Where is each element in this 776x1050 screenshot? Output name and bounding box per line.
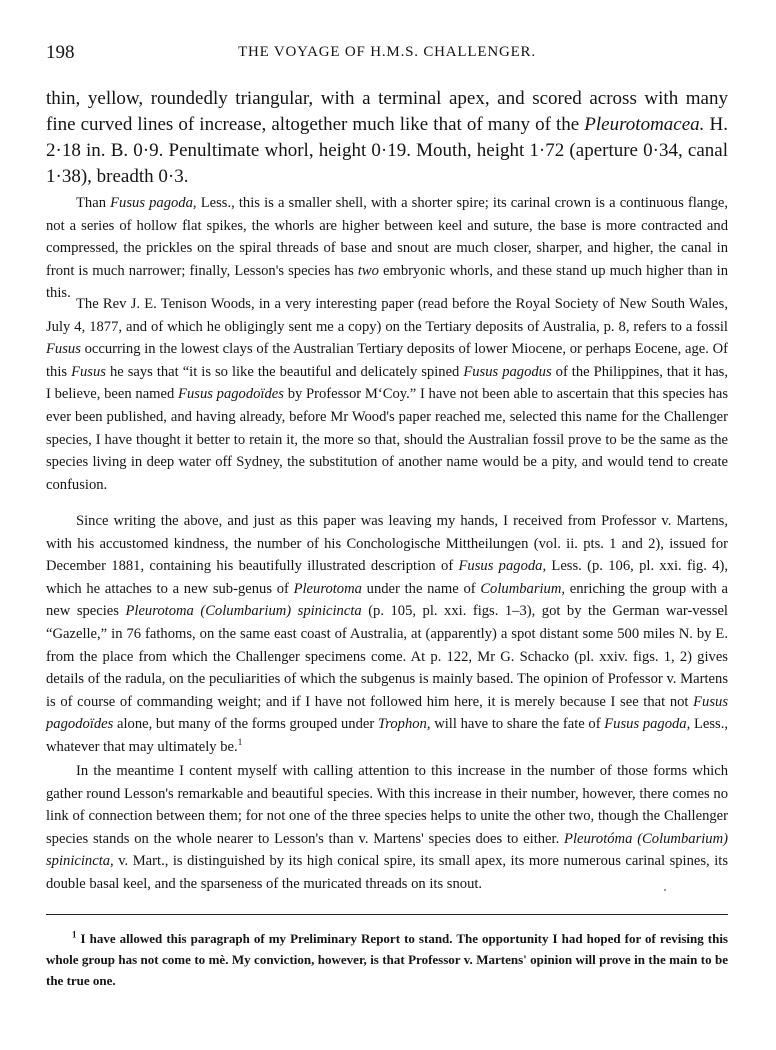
footnote-text: I have allowed this paragraph of my Preliminary Report to stand. The opportunity I had hoped for of revising this whole group has not come to mè. My conviction, however, is that Professor v. Martens' opinion will prove in the main to be the true one. — [46, 931, 728, 988]
footnote-rule — [46, 914, 728, 915]
text-span: under the name of — [361, 580, 481, 597]
emphasis: two — [357, 262, 379, 279]
text-span: Than — [76, 195, 111, 211]
text-span: Since writing the above, and just as this paper was leaving my hands, I received from Professor v. Martens, with his accustomed kindness, the number of his Conchologische Mittheilungen (vol. ii. pts. 1 and 2), issued for December 1881, containing his beautifully illustrated description of — [46, 513, 728, 575]
text-span: Less., whatever that may ultimately be. — [46, 716, 729, 755]
taxon-name: Pleurotomacea. — [584, 114, 705, 135]
paragraph-martens — [46, 510, 728, 759]
taxon-name: Fusus pagodoïdes — [46, 693, 728, 733]
text-span: he says that “it is so like the beautiful and delicately spined — [105, 363, 464, 380]
text-span: Less., this is a smaller shell, with a shorter spire; its carinal crown is a continuous flange, not a series of hollow flat spikes, the whorls are higher between keel and suture, the base is more contracted and compressed, the prickles on the spiral threads of base and snout are much closer, sharper, and higher, the canal in front is much narrower; finally, Lesson's species has — [46, 195, 728, 279]
description-continuation — [46, 86, 728, 190]
taxon-name: Columbarium, — [480, 580, 566, 597]
text-span: will have to share the fate of — [430, 716, 605, 733]
text-span: (p. 105, pl. xxi. figs. 1–3), got by the German war-vessel “Gazelle,” in 76 fathoms, on the same east coast of Australia, at (apparently) a spot distant some 500 miles N. by E. from the place from which the Challenger specimens come. At p. 122, Mr G. Schacko (pl. xxiv. figs. 1, 2) gives details of the radula, on the peculiarities of which the subgenus is mainly based. The opinion of Professor v. Martens is of course of commanding weight; and if I have not followed him here, it is merely because I see that not — [46, 603, 728, 710]
text-span: thin, yellow, roundedly triangular, with a terminal apex, and scored across with many fine curved lines of increase, altogether much like that of many of the — [46, 88, 728, 135]
text-span: Less. (p. 106, pl. xxi. fig. 4), which he attaches to a new sub-genus of — [46, 558, 728, 597]
text-span: embryonic whorls, and these stand up much higher than in this. — [46, 262, 729, 302]
text-span: occurring in the lowest clays of the Australian Tertiary deposits of lower Miocene, or perhaps Eocene, age. Of this — [46, 341, 728, 380]
taxon-name: Fusus pagodus — [463, 363, 552, 380]
paragraph-comparison — [46, 192, 728, 305]
paragraph-tenison-woods — [46, 293, 728, 496]
taxon-name: Pleurotóma (Columbarium) spinicincta, — [46, 830, 728, 870]
text-span: The Rev J. E. Tenison Woods, in a very interesting paper (read before the Royal Society of New South Wales, July 4, 1877, and of which he obligingly sent me a copy) on the Tertiary deposits of Australia, p. 8, refers to a fossil — [46, 296, 728, 335]
text-span: v. Mart., is distinguished by its high conical spire, its small apex, its more numerous carinal spines, its double basal keel, and the sparseness of the muricated threads on its snout. — [46, 853, 728, 892]
text-span: of the Philippines, that it has, I believe, been named — [46, 363, 728, 403]
print-speck — [664, 889, 666, 891]
running-title: THE VOYAGE OF H.M.S. CHALLENGER. — [238, 44, 536, 60]
footnote-marker: 1 — [237, 737, 243, 748]
paragraph-meantime — [46, 760, 728, 896]
taxon-name: Fusus pagoda, — [110, 195, 197, 211]
text-span: enriching the group with a new species — [46, 580, 728, 620]
taxon-name: Fusus pagoda, — [604, 716, 691, 733]
text-span: by Professor M‘Coy.” I have not been able to ascertain that this species has ever been published, and having already, before Mr Wood's paper reached me, selected this name for the Challenger species, I have thought it better to retain it, the more so that, should the Australian fossil prove to be the same as the species living in deep water off Sydney, the substitution of another name would be a pity, and would tend to create confusion. — [46, 386, 729, 493]
taxon-name: Fusus pagodoïdes — [178, 386, 284, 403]
taxon-name: Trophon, — [377, 716, 431, 733]
taxon-name: Pleurotoma — [293, 580, 362, 597]
taxon-name: Fusus — [71, 363, 106, 380]
text-span: alone, but many of the forms grouped under — [113, 716, 378, 733]
taxon-name: Pleurotoma (Columbarium) spinicincta — [125, 603, 362, 620]
taxon-name: Fusus — [46, 341, 81, 358]
page-header — [46, 42, 728, 64]
footnote-number: 1 — [72, 929, 77, 940]
text-span: H. 2·18 in. B. 0·9. Penultimate whorl, height 0·19. Mouth, height 1·72 (aperture 0·34, canal 1·38), breadth 0·3. — [46, 114, 728, 187]
footnote — [46, 928, 728, 991]
page-number: 198 — [46, 42, 75, 63]
taxon-name: Fusus pagoda, — [458, 558, 547, 575]
text-span: In the meantime I content myself with calling attention to this increase in the number of those forms which gather round Lesson's remarkable and beautiful species. With this increase in their number, however, there comes no link of connection between them; for not one of the three species helps to unite the other two, though the Challenger species stands on the whole nearer to Lesson's than v. Martens' species does to either. — [46, 763, 728, 847]
